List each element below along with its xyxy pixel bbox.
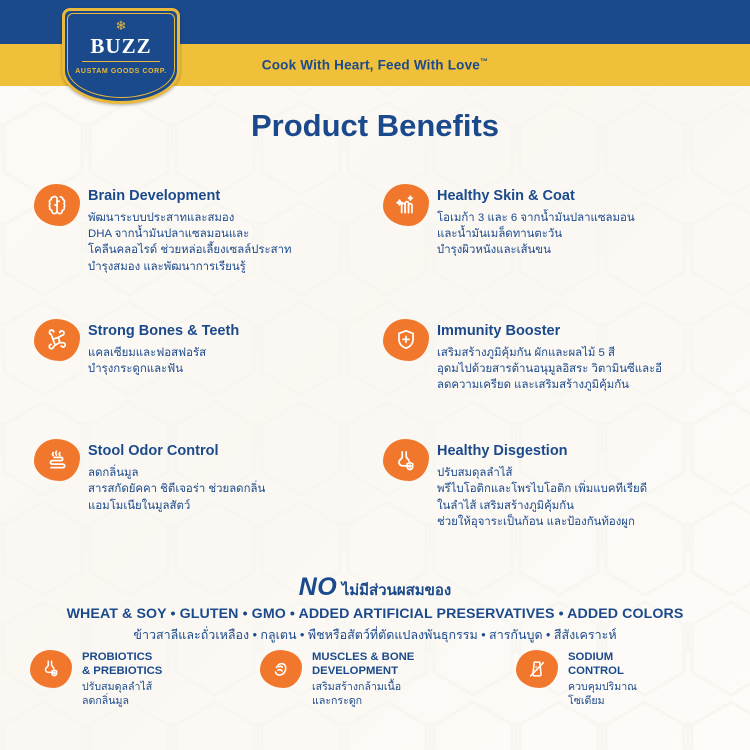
no-thai-label: ไม่มีส่วนผสมของ xyxy=(341,582,452,599)
bottom-body-line: และกระดูก xyxy=(312,695,363,708)
benefit-line: ในลำไส้ เสริมสร้างภูมิคุ้มกัน xyxy=(437,499,574,512)
benefit-body xyxy=(437,465,732,530)
icon-column xyxy=(34,437,88,530)
digestion-icon xyxy=(383,439,429,481)
benefit-item-brain-development xyxy=(0,182,375,275)
benefit-line: แคลเซียมและฟอสฟอรัส xyxy=(88,346,207,359)
paw-icon: ❄ xyxy=(115,18,127,33)
bottom-title-line: & PREBIOTICS xyxy=(82,665,163,678)
icon-column xyxy=(34,317,88,394)
benefit-item-strong-bones-teeth xyxy=(0,317,375,394)
benefit-line: บำรุงกระดูกและฟัน xyxy=(88,362,184,375)
icon-column xyxy=(34,182,88,275)
bottom-title xyxy=(312,650,414,678)
bottom-title-line: CONTROL xyxy=(568,665,624,678)
logo-corp-name: AUSTAM GOODS CORP. xyxy=(75,68,167,75)
icon-column xyxy=(383,317,437,394)
probiotics-icon xyxy=(30,650,72,688)
bottom-text xyxy=(82,650,162,709)
trademark-mark: ™ xyxy=(480,57,489,67)
bottom-text xyxy=(312,650,414,709)
icon-column xyxy=(383,437,437,530)
benefit-title: Stool Odor Control xyxy=(88,443,219,460)
benefit-title: Brain Development xyxy=(88,188,221,204)
logo-brand-name: BUZZ xyxy=(90,34,152,58)
bottom-title-line: PROBIOTICS xyxy=(82,651,153,663)
benefit-text xyxy=(88,182,357,275)
no-ingredients-section xyxy=(0,573,750,645)
no-english-list: WHEAT & SOY • GLUTEN • GMO • ADDED ARTIFICIAL PRESERVATIVES • ADDED COLORS xyxy=(66,606,684,622)
shield-plus-icon xyxy=(383,319,429,361)
benefit-line: ปรับสมดุลลำไส้ xyxy=(437,467,513,480)
benefit-line: พรีไบโอติกและโพรไบโอติก เพิ่มแบคทีเรียดี xyxy=(437,483,648,496)
benefit-item-healthy-skin-coat xyxy=(375,182,750,275)
benefit-line: ลดกลิ่นมูล xyxy=(88,467,139,480)
bottom-body-line: เสริมสร้างกล้ามเนื้อ xyxy=(312,681,402,694)
benefit-line: บำรุงผิวหนังและเส้นขน xyxy=(437,244,551,257)
benefit-title: Immunity Booster xyxy=(437,322,561,339)
benefit-body xyxy=(437,210,732,259)
logo-divider xyxy=(82,61,160,62)
no-headline xyxy=(0,573,750,602)
benefit-line: เสริมสร้างภูมิคุ้มกัน ผักและผลไม้ 5 สี xyxy=(437,346,616,359)
bottom-body-line: ควบคุมปริมาณ xyxy=(568,681,638,694)
bottom-body xyxy=(568,681,637,709)
benefit-line: พัฒนาระบบประสาทและสมอง xyxy=(88,211,235,224)
benefit-body xyxy=(88,345,357,377)
benefit-title: Healthy Disgestion xyxy=(437,443,568,460)
benefit-line: สารสกัดยัคคา ชิตีเจอร่า ช่วยลดกลิ่น xyxy=(88,483,266,496)
benefit-line: แอมโมเนียในมูลสัตว์ xyxy=(88,499,191,512)
benefit-item-stool-odor-control xyxy=(0,437,375,530)
bottom-item-sodium-control xyxy=(510,650,750,709)
benefit-line: โคลีนคลอไรด์ ช่วยหล่อเลี้ยงเซลล์ประสาท xyxy=(88,244,292,257)
bottom-item-muscles-bone xyxy=(260,650,510,709)
bottom-title-line: MUSCLES & BONE xyxy=(312,651,415,663)
benefit-line: บำรุงสมอง และพัฒนาการเรียนรู้ xyxy=(88,260,246,273)
benefit-title: Strong Bones & Teeth xyxy=(88,322,240,339)
bottom-body xyxy=(312,681,414,709)
benefit-line: และน้ำมันเมล็ดทานตะวัน xyxy=(437,228,563,241)
benefit-text xyxy=(88,437,357,530)
benefit-row xyxy=(0,437,750,530)
bottom-body xyxy=(82,681,162,709)
benefit-title: Healthy Skin & Coat xyxy=(437,188,575,204)
benefit-row xyxy=(0,182,750,275)
bone-joint-icon xyxy=(34,319,80,361)
benefit-body xyxy=(88,210,357,275)
sodium-control-icon xyxy=(516,650,558,688)
benefit-text xyxy=(88,317,357,394)
page-title: Product Benefits xyxy=(250,108,500,143)
benefit-line: ช่วยให้อุจาระเป็นก้อน และป้องกันท้องผูก xyxy=(437,515,635,528)
icon-column xyxy=(383,182,437,275)
bottom-body-line: ลดกลิ่นมูล xyxy=(82,695,129,708)
bottom-title xyxy=(568,650,637,678)
benefit-text xyxy=(437,182,732,275)
bottom-body-line: ปรับสมดุลลำไส้ xyxy=(82,681,153,694)
brand-logo xyxy=(62,8,180,104)
skin-coat-icon xyxy=(383,184,429,226)
benefit-text xyxy=(437,437,732,530)
bottom-title-line: DEVELOPMENT xyxy=(312,665,398,678)
benefit-body xyxy=(88,465,357,514)
bottom-text xyxy=(568,650,637,709)
brain-icon xyxy=(34,184,80,226)
benefit-line: DHA จากน้ำมันปลาแซลมอนและ xyxy=(88,228,250,241)
bottom-feature-row xyxy=(0,650,750,709)
benefit-line: โอเมก้า 3 และ 6 จากน้ำมันปลาแซลมอน xyxy=(437,211,635,224)
benefit-row xyxy=(0,317,750,394)
benefit-item-healthy-digestion xyxy=(375,437,750,530)
bottom-title-line: SODIUM xyxy=(568,651,614,663)
stool-odor-icon xyxy=(34,439,80,481)
benefit-body xyxy=(437,345,732,394)
no-word: NO xyxy=(298,573,338,601)
benefit-line: ลดความเครียด และเสริมสร้างภูมิคุ้มกัน xyxy=(437,379,629,391)
muscle-bone-icon xyxy=(260,650,302,688)
no-thai-list: ข้าวสาลีและถั่วเหลือง • กลูเตน • พืชหรือสัตว์ที่ตัดแปลงพันธุกรรม • สารกันบูด • สีสังเคราะห์ xyxy=(133,628,617,642)
bottom-title xyxy=(82,650,162,678)
benefits-grid xyxy=(0,182,750,530)
bottom-item-probiotics xyxy=(0,650,260,709)
benefit-text xyxy=(437,317,732,394)
tagline-text: Cook With Heart, Feed With Love™ xyxy=(261,57,489,73)
benefit-line: อุดมไปด้วยสารต้านอนุมูลอิสระ วิตามินซีและอี xyxy=(437,362,663,375)
benefit-item-immunity-booster xyxy=(375,317,750,394)
bottom-body-line: โซเดียม xyxy=(568,695,605,708)
